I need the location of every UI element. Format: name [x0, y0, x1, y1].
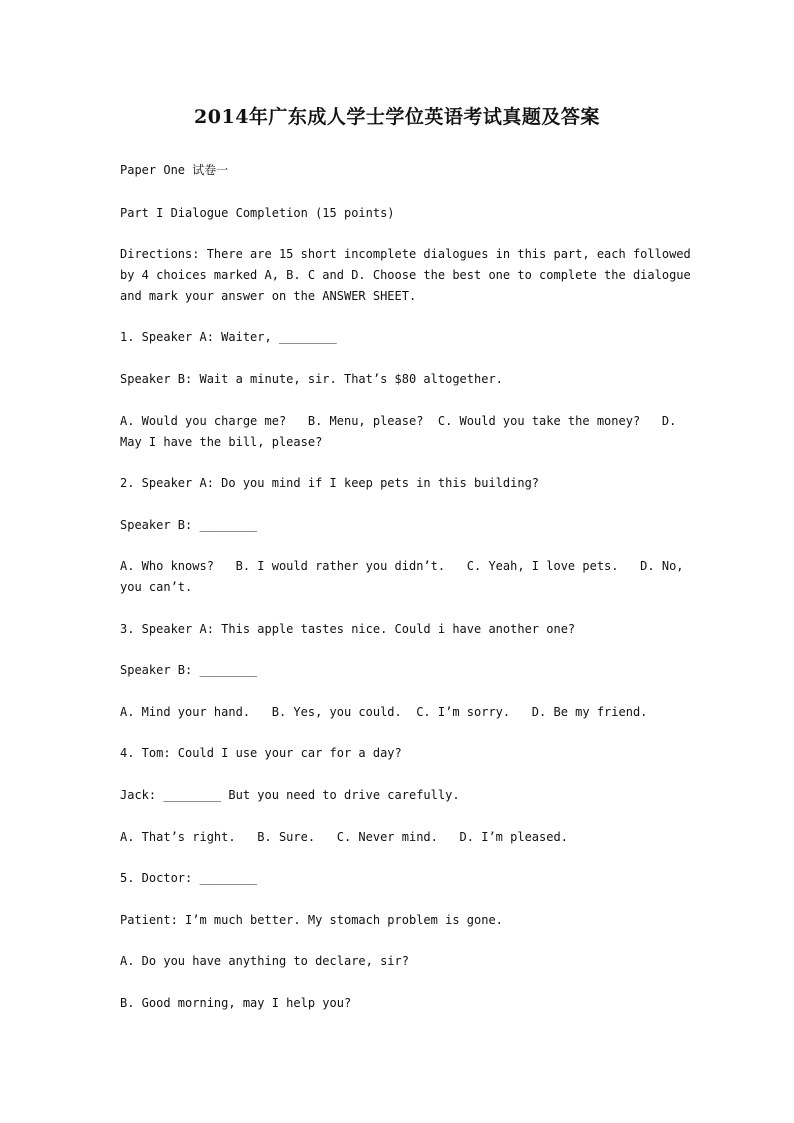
question-3-reply: Speaker B: ________	[120, 663, 258, 677]
paper-heading: Paper One 试卷一	[120, 163, 229, 177]
question-5-prompt: 5. Doctor: ________	[120, 871, 258, 885]
directions-line-1: Directions: There are 15 short incomplete dialogues in this part, each followed	[120, 247, 691, 261]
question-2-prompt: 2. Speaker A: Do you mind if I keep pets in this building?	[120, 476, 540, 490]
question-2-options-line-1: A. Who knows? B. I would rather you didn’t. C. Yeah, I love pets. D. No,	[120, 559, 684, 573]
question-1-options-line-2: May I have the bill, please?	[120, 435, 323, 449]
document-title: 2014年广东成人学士学位英语考试真题及答案	[194, 106, 600, 128]
question-4-reply: Jack: ________ But you need to drive carefully.	[120, 788, 460, 802]
question-5-reply: Patient: I’m much better. My stomach problem is gone.	[120, 913, 503, 927]
question-3-options: A. Mind your hand. B. Yes, you could. C. I’m sorry. D. Be my friend.	[120, 705, 648, 719]
question-3-prompt: 3. Speaker A: This apple tastes nice. Could i have another one?	[120, 622, 576, 636]
question-2-reply: Speaker B: ________	[120, 518, 258, 532]
question-5-option-a: A. Do you have anything to declare, sir?	[120, 954, 409, 968]
directions-line-3: and mark your answer on the ANSWER SHEET.	[120, 289, 417, 303]
question-5-option-b: B. Good morning, may I help you?	[120, 996, 352, 1010]
question-1-options-line-1: A. Would you charge me? B. Menu, please? C. Would you take the money? D.	[120, 414, 677, 428]
question-4-prompt: 4. Tom: Could I use your car for a day?	[120, 746, 402, 760]
part-heading: Part I Dialogue Completion (15 points)	[120, 206, 395, 220]
question-2-options-line-2: you can’t.	[120, 580, 193, 594]
directions-line-2: by 4 choices marked A, B. C and D. Choose the best one to complete the dialogue	[120, 268, 691, 282]
question-1-prompt: 1. Speaker A: Waiter, ________	[120, 330, 337, 344]
question-4-options: A. That’s right. B. Sure. C. Never mind. D. I’m pleased.	[120, 830, 568, 844]
question-1-reply: Speaker B: Wait a minute, sir. That’s $80 altogether.	[120, 372, 503, 386]
